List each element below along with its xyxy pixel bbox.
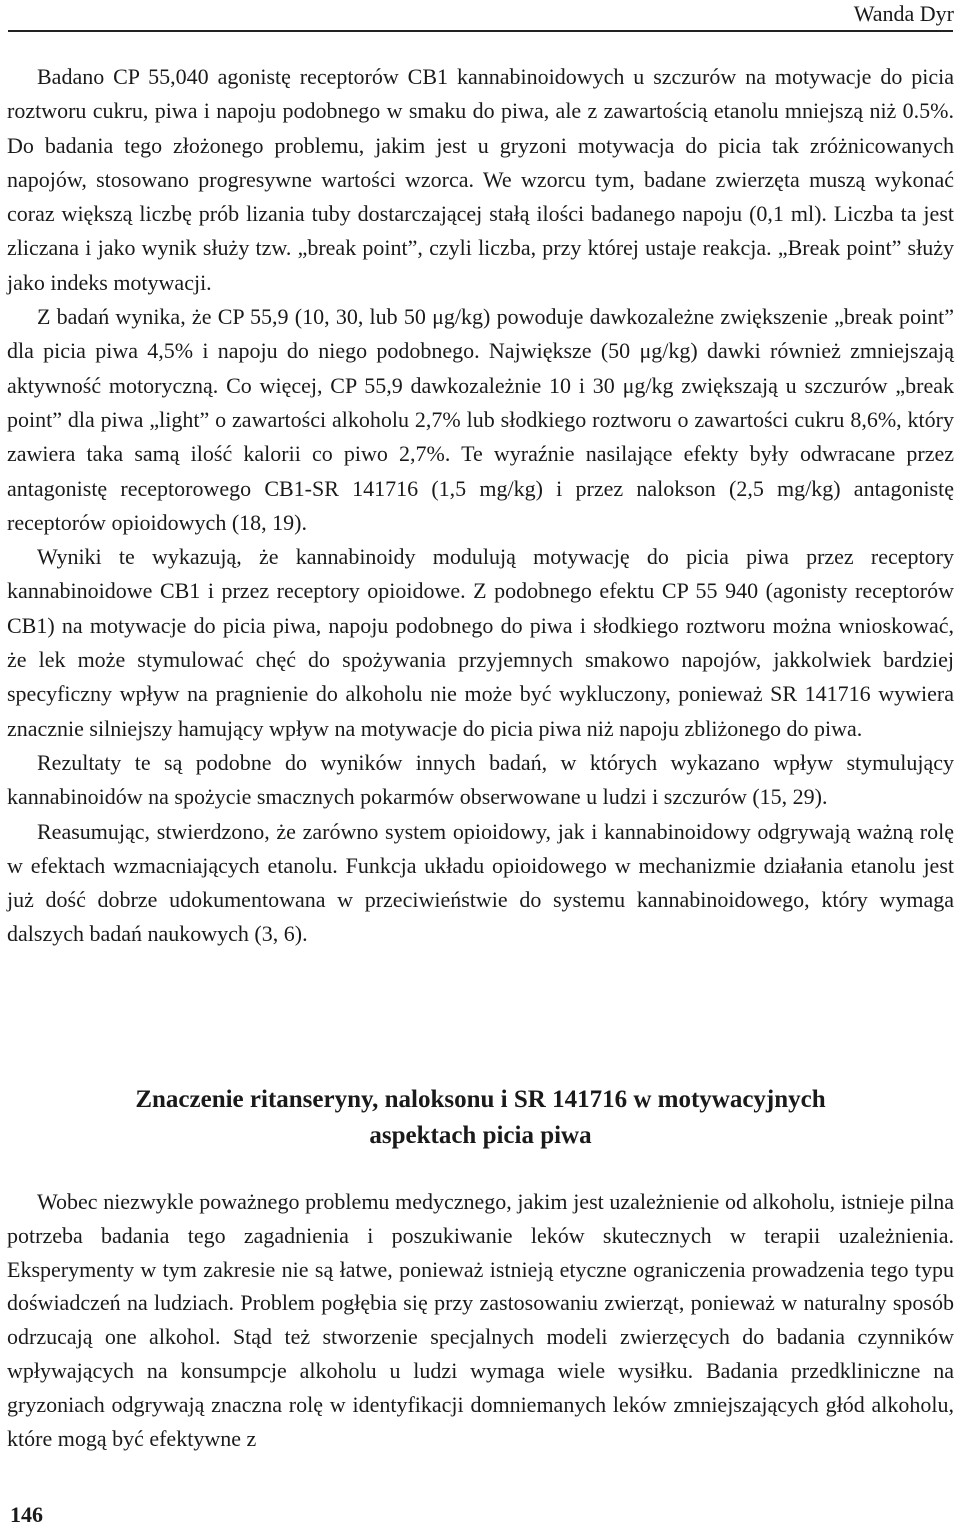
section-heading-line: Znaczenie ritanseryny, naloksonu i SR 141716 w motywacyjnych	[135, 1086, 826, 1113]
running-header-author: Wanda Dyr	[853, 1, 954, 26]
paragraph: Rezultaty te są podobne do wyników innych badań, w których wykazano wpływ stymulujący kannabinoidów na spożycie smacznych pokarmów obserwowane u ludzi i szczurów (15, 29).	[7, 749, 954, 810]
section-heading-line: aspektach picia piwa	[369, 1122, 592, 1149]
section-heading	[7, 1082, 954, 1154]
body-text	[7, 60, 954, 952]
paragraph: Z badań wynika, że CP 55,9 (10, 30, lub 50 μg/kg) powoduje dawkozależne zwiększenie „break point” dla picia piwa 4,5% i napoju do niego podobnego. Największe (50 μg/kg) dawki również zmniejszają aktywność motoryczną. Co więcej, CP 55,9 dawkozależnie 10 i 30 μg/kg zwiększają u szczurów „break point” dla piwa „light” o zawartości alkoholu 2,7% lub słodkiego roztworu o zawartości cukru 8,6%, który zawiera taka samą ilość kalorii co piwo 2,7%. Te wyraźnie nasilające efekty były odwracane przez antagonistę receptorowego CB1-SR 141716 (1,5 mg/kg) i przez nalokson (2,5 mg/kg) antagonistę receptorów opioidowych (18, 19).	[7, 304, 954, 535]
page-number: 146	[10, 1502, 43, 1527]
section-text	[7, 1185, 954, 1455]
header-rule	[8, 30, 953, 32]
paragraph: Reasumując, stwierdzono, że zarówno system opioidowy, jak i kannabinoidowy odgrywają ważną rolę w efektach wzmacniających etanolu. Funkcja układu opioidowego w mechanizmie działania etanolu jest już dość dobrze udokumentowana w przeciwieństwie do systemu kannabinoidowego, który wymaga dalszych badań naukowych (3, 6).	[7, 818, 954, 947]
paragraph: Wyniki te wykazują, że kannabinoidy modulują motywację do picia piwa przez receptory kannabinoidowe CB1 i przez receptory opioidowe. Z podobnego efektu CP 55 940 (agonisty receptorów CB1) na motywacje do picia piwa, napoju podobnego do piwa i słodkiego roztworu można wnioskować, że lek może stymulować chęć do spożywania przyjemnych smakowo napojów, jakkolwiek bardziej specyficzny wpływ na pragnienie do alkoholu nie może być wykluczony, ponieważ SR 141716 wywiera znacznie silniejszy hamujący wpływ na motywacje do picia piwa niż napoju zbliżonego do piwa.	[7, 544, 954, 741]
paragraph: Badano CP 55,040 agonistę receptorów CB1 kannabinoidowych u szczurów na motywacje do picia roztworu cukru, piwa i napoju podobnego w smaku do piwa, ale z zawartością etanolu mniejszą niż 0.5%. Do badania tego złożonego problemu, jakim jest u gryzoni motywacja do picia tak zróżnicowanych napojów, stosowano progresywne wartości wzorca. We wzorcu tym, badane zwierzęta muszą wykonać coraz większą liczbę prób lizania tuby dostarczającej stałą ilości badanego napoju (0,1 ml). Liczba ta jest zliczana i jako wynik służy tzw. „break point”, czyli liczba, przy której ustaje reakcja. „Break point” służy jako indeks motywacji.	[7, 64, 954, 295]
paragraph: Wobec niezwykle poważnego problemu medycznego, jakim jest uzależnienie od alkoholu, istnieje pilna potrzeba badania tego zagadnienia i poszukiwanie leków skutecznych w terapii uzależnienia. Eksperymenty w tym zakresie nie są łatwe, ponieważ istnieją etyczne ograniczenia prowadzenia tego typu doświadczeń na ludziach. Problem pogłębia się przy zastosowaniu zwierząt, ponieważ w naturalny sposób odrzucają one alkohol. Stąd też stworzenie specjalnych modeli zwierzęcych do badania czynników wpływających na konsumpcje alkoholu u ludzi wymaga wiele wysiłku. Badania przedkliniczne na gryzoniach odgrywają znaczna rolę w identyfikacji domniemanych leków zmniejszających głód alkoholu, które mogą być efektywne z	[7, 1189, 954, 1451]
